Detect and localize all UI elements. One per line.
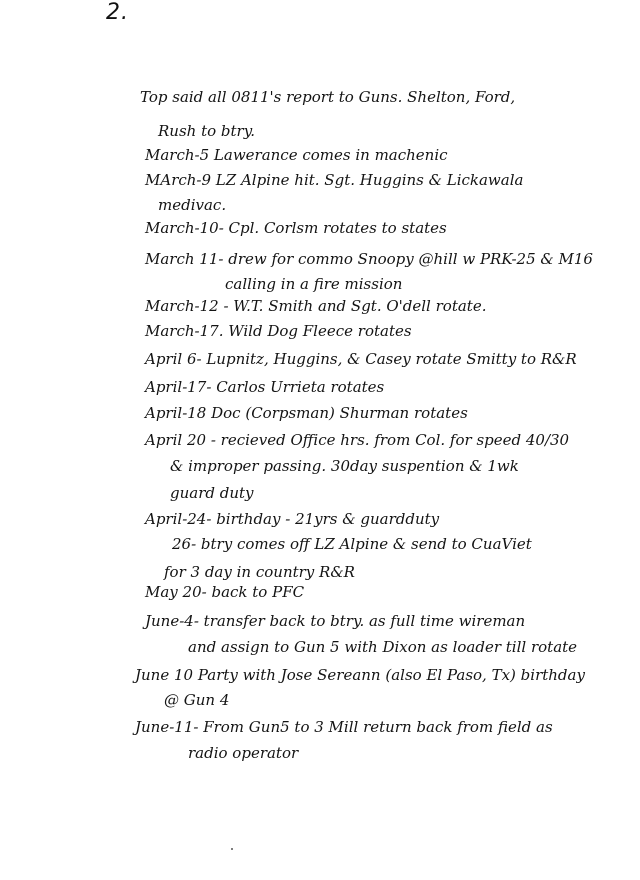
journal-line: March-17. Wild Dog Fleece rotates (145, 322, 412, 340)
journal-line: Rush to btry. (158, 122, 255, 140)
journal-line: April-18 Doc (Corpsman) Shurman rotates (145, 404, 468, 422)
stray-dot (231, 848, 233, 850)
journal-line: March 11- drew for commo Snoopy @hill w PRK-25 & M16 (145, 250, 593, 268)
journal-line: April 6- Lupnitz, Huggins, & Casey rotate Smitty to R&R (145, 350, 577, 368)
journal-line: for 3 day in country R&R (164, 563, 355, 581)
journal-line: April-24- birthday - 21yrs & guardduty (145, 510, 440, 528)
journal-line: June-4- transfer back to btry. as full time wireman (145, 612, 526, 630)
journal-line: April-17- Carlos Urrieta rotates (145, 378, 385, 396)
journal-line: 26- btry comes off LZ Alpine & send to CuaViet (172, 535, 532, 553)
journal-line: March-5 Lawerance comes in machenic (145, 146, 448, 164)
journal-line: medivac. (158, 196, 227, 214)
journal-line: radio operator (188, 744, 299, 762)
journal-line: MArch-9 LZ Alpine hit. Sgt. Huggins & Lickawala (145, 171, 524, 189)
journal-line: calling in a fire mission (225, 275, 403, 293)
journal-line: Top said all 0811's report to Guns. Shelton, Ford, (140, 88, 516, 106)
journal-line: April 20 - recieved Office hrs. from Col. for speed 40/30 (145, 431, 570, 449)
journal-line: June 10 Party with Jose Sereann (also El Paso, Tx) birthday (135, 666, 585, 684)
journal-line: June-11- From Gun5 to 3 Mill return back from field as (135, 718, 553, 736)
journal-line: & improper passing. 30day suspention & 1wk (170, 457, 519, 475)
journal-line: March-10- Cpl. Corlsm rotates to states (145, 219, 447, 237)
journal-line: and assign to Gun 5 with Dixon as loader till rotate (188, 638, 578, 656)
journal-line: guard duty (170, 484, 254, 502)
journal-line: May 20- back to PFC (145, 583, 305, 601)
journal-line: @ Gun 4 (164, 691, 230, 709)
page-number: 2. (106, 0, 129, 25)
journal-line: March-12 - W.T. Smith and Sgt. O'dell rotate. (145, 297, 487, 315)
